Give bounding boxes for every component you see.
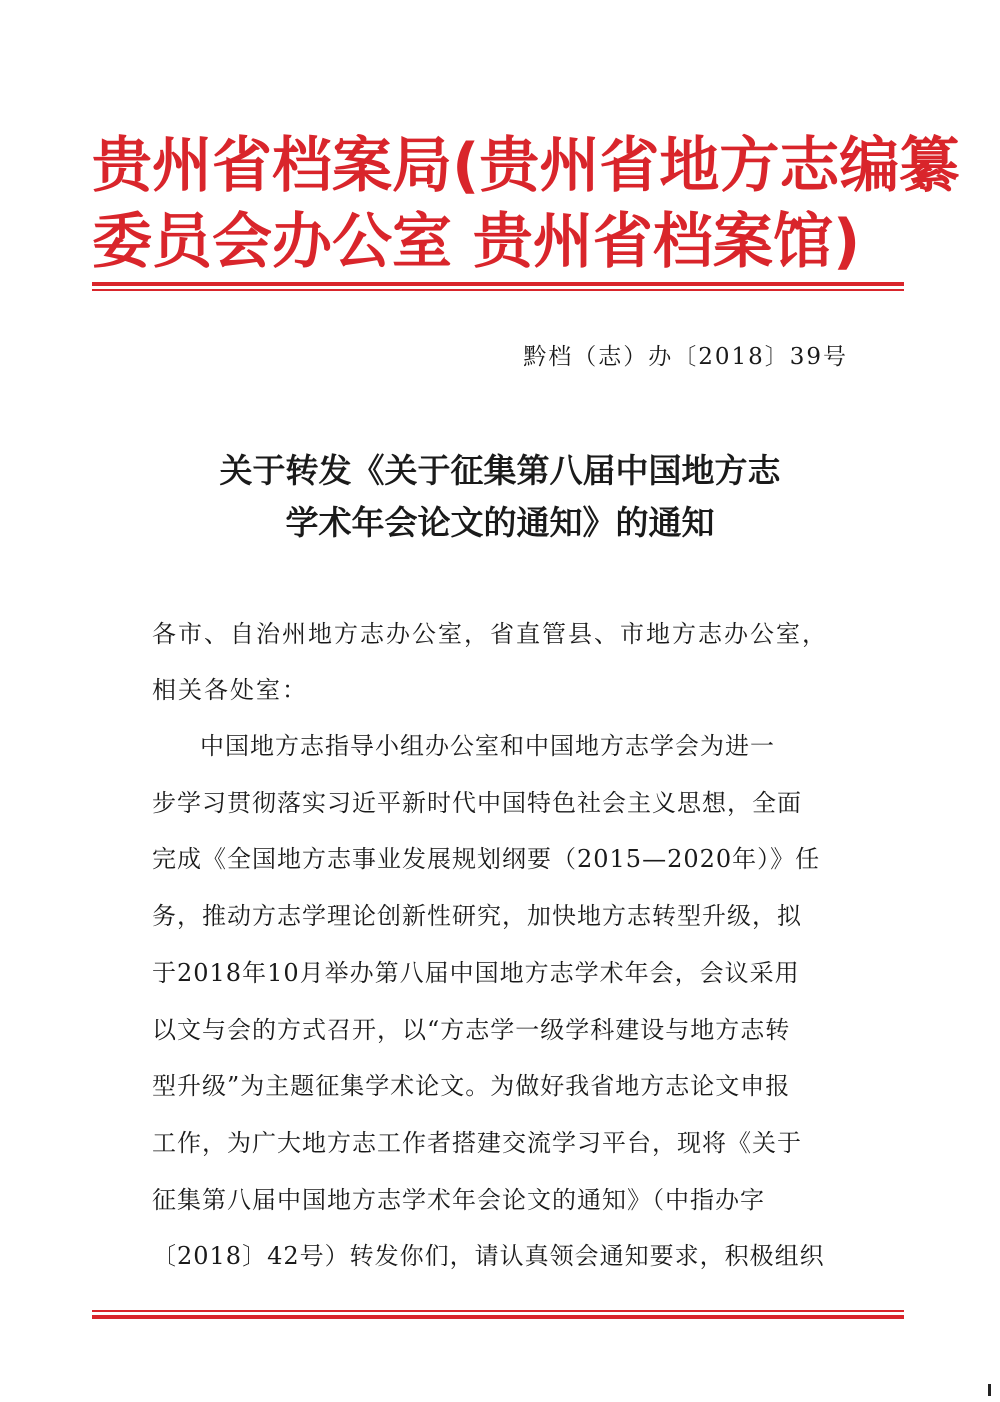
scan-mark: [988, 1384, 991, 1396]
addressee-line-2: 相关各处室：: [152, 676, 308, 704]
body-line: 〔2018〕42号）转发你们，请认真领会通知要求，积极组织: [152, 1242, 825, 1271]
document-title-line-1: 关于转发《关于征集第八届中国地方志: [219, 451, 781, 490]
body-line: 于2018年10月举办第八届中国地方志学术年会，会议采用: [152, 958, 800, 987]
body-line: 步学习贯彻落实习近平新时代中国特色社会主义思想，全面: [152, 788, 802, 817]
body-line: 务，推动方志学理论创新性研究，加快地方志转型升级，拟: [152, 902, 802, 931]
footer-divider: [92, 1310, 904, 1319]
body-line: 以文与会的方式召开，以“方志学一级学科建设与地方志转: [152, 1015, 791, 1044]
document-title: [150, 445, 850, 549]
document-title-line-2: 学术年会论文的通知》的通知: [285, 503, 715, 542]
body-line: 型升级”为主题征集学术论文。为做好我省地方志论文申报: [152, 1072, 791, 1101]
masthead-divider: [92, 282, 904, 291]
body-line: 征集第八届中国地方志学术年会论文的通知》（中指办字: [152, 1185, 765, 1214]
addressee-line-1: 各市、自治州地方志办公室，省直管县、市地方志办公室，: [152, 620, 828, 648]
masthead: [92, 128, 960, 280]
addressee: [152, 606, 852, 718]
masthead-line-2: 委员会办公室 贵州省档案馆): [92, 207, 861, 277]
body-line: 完成《全国地方志事业发展规划纲要（2015—2020年）》任: [152, 845, 821, 874]
body-paragraph: [152, 718, 852, 1285]
document-number: 黔档（志）办〔2018〕39号: [523, 344, 848, 370]
body-line: 工作，为广大地方志工作者搭建交流学习平台，现将《关于: [152, 1128, 802, 1157]
masthead-line-1: 贵州省档案局(贵州省地方志编纂: [92, 131, 960, 201]
body-line: 中国地方志指导小组办公室和中国地方志学会为进一: [200, 732, 775, 760]
